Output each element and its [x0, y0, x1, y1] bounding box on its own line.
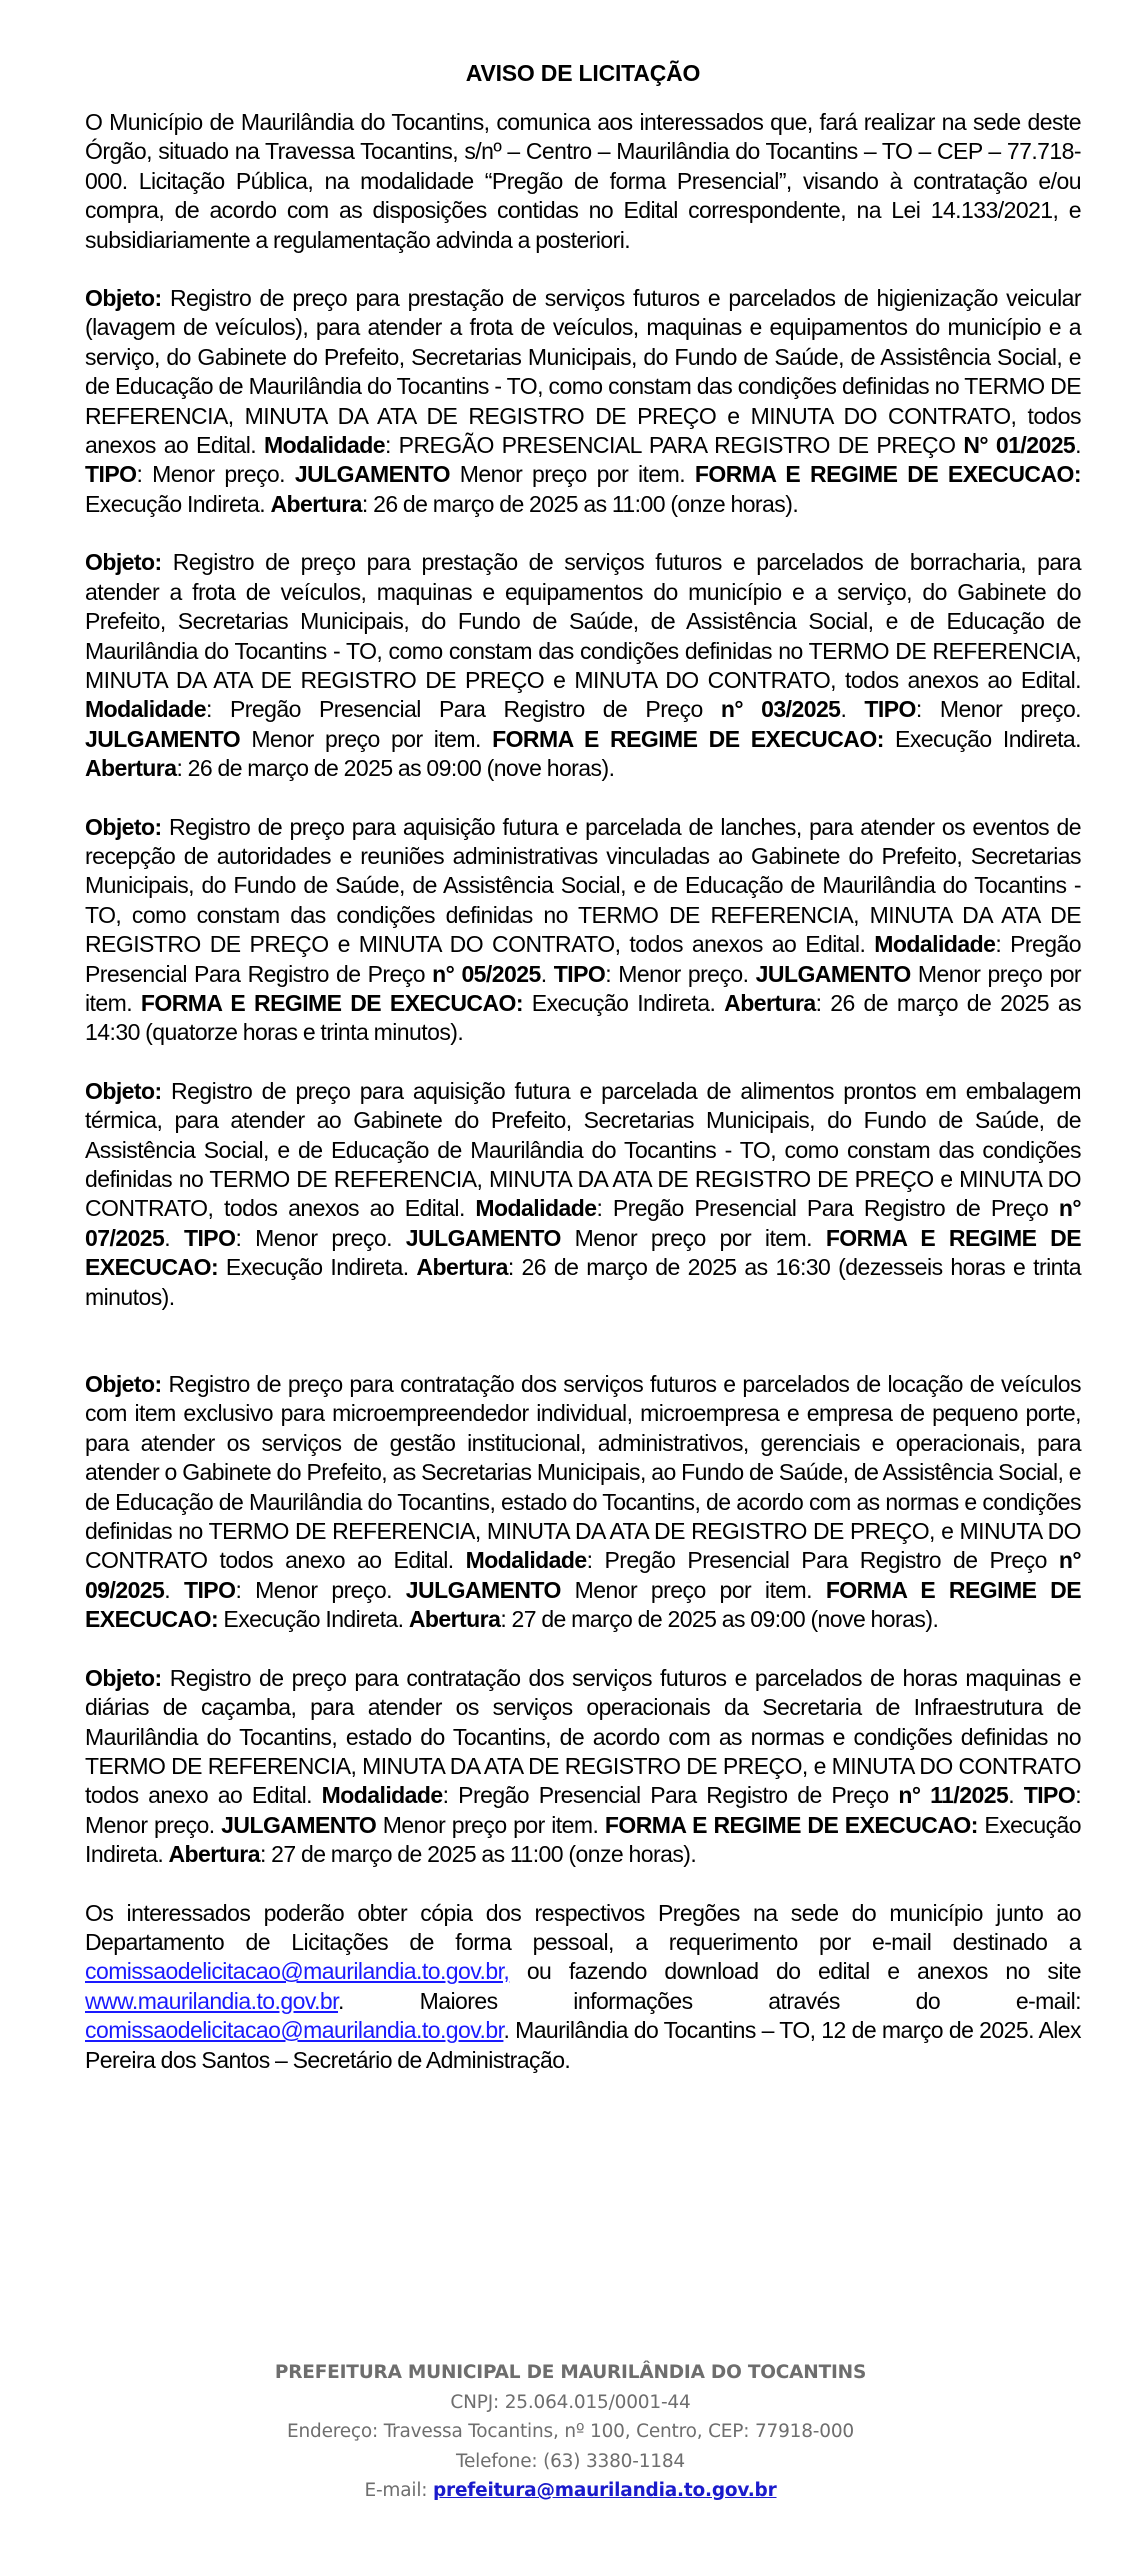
notice-page [85, 58, 1081, 2104]
tender-item: Objeto: Registro de preço para prestação de serviços futuros e parcelados de borracharia, para atender a frota de veículos, maquinas e equipamentos do município e a serviço, do Gabinete do Prefeito, Secretarias Municipais, do Fundo de Saúde, de Assistência Social, e de Educação de Maurilândia do Tocantins - TO, como constam das condições definidas no TERMO DE REFERENCIA, MINUTA DA ATA DE REGISTRO DE PREÇO e MINUTA DO CONTRATO, todos anexos ao Edital. Modalidade: Pregão Presencial Para Registro de Preço n° 03/2025. TIPO: Menor preço. JULGAMENTO Menor preço por item. FORMA E REGIME DE EXECUCAO: Execução Indireta. Abertura: 26 de março de 2025 as 09:00 (nove horas). [85, 549, 1082, 782]
tender-item: Objeto: Registro de preço para aquisição futura e parcelada de lanches, para atender os eventos de recepção de autoridades e reuniões administrativas vinculadas ao Gabinete do Prefeito, Secretarias Municipais, do Fundo de Saúde, de Assistência Social, e de Educação de Maurilândia do Tocantins - TO, como constam das condições definidas no TERMO DE REFERENCIA, MINUTA DA ATA DE REGISTRO DE PREÇO e MINUTA DO CONTRATO, todos anexos ao Edital. Modalidade: Pregão Presencial Para Registro de Preço n° 05/2025. TIPO: Menor preço. JULGAMENTO Menor preço por item. FORMA E REGIME DE EXECUCAO: Execução Indireta. Abertura: 26 de março de 2025 as 14:30 (quatorze horas e trinta minutos). [85, 813, 1082, 1046]
objeto-text: Registro de preço para aquisição futura e parcelada de lanches, para atender os eventos de recepção de autoridades e reuniões administrativas vinculadas ao Gabinete do Prefeito, Secretarias Municipais, do Fundo de Saúde, de Assistência Social, e de Educação de Maurilândia do Tocantins - TO, como constam das condições definidas no TERMO DE REFERENCIA, MINUTA DA ATA DE REGISTRO DE PREÇO e MINUTA DO CONTRATO, todos anexos ao Edital. [85, 813, 1081, 958]
julgamento-label: JULGAMENTO [405, 1224, 561, 1251]
julgamento-label: JULGAMENTO [85, 725, 241, 752]
objeto-label: Objeto: [85, 1371, 162, 1398]
footer-email-line [0, 2476, 1141, 2506]
abertura-label: Abertura [416, 1254, 508, 1281]
intro-paragraph: O Município de Maurilândia do Tocantins, comunica aos interessados que, fará realizar na sede deste Órgão, situado na Travessa Tocantins, s/nº – Centro – Maurilândia do Tocantins – TO – CEP – 77.718-000. Licitação Pública, na modalidade “Pregão de forma Presencial”, visando à contratação e/ou compra, de acordo com as disposições contidas no Edital correspondente, na Lei 14.133/2021, e subsidiariamente a regulamentação advinda a posteriori. [85, 109, 1081, 253]
tender-item: Objeto: Registro de preço para prestação de serviços futuros e parcelados de higienização veicular (lavagem de veículos), para atender a frota de veículos, maquinas e equipamentos do município e a serviço, do Gabinete do Prefeito, Secretarias Municipais, do Fundo de Saúde, de Assistência Social, e de Educação de Maurilândia do Tocantins - TO, como constam das condições definidas no TERMO DE REFERENCIA, MINUTA DA ATA DE REGISTRO DE PREÇO e MINUTA DO CONTRATO, todos anexos ao Edital. Modalidade: PREGÃO PRESENCIAL PARA REGISTRO DE PREÇO N° 01/2025. TIPO: Menor preço. JULGAMENTO Menor preço por item. FORMA E REGIME DE EXECUCAO: Execução Indireta. Abertura: 26 de março de 2025 as 11:00 (onze horas). [85, 285, 1082, 517]
tipo-label: TIPO [553, 960, 606, 987]
abertura-label: Abertura [270, 490, 362, 517]
footer-phone: Telefone: (63) 3380-1184 [455, 2450, 685, 2472]
abertura-text: : 27 de março de 2025 as 09:00 (nove horas). [500, 1606, 939, 1633]
julgamento-label: JULGAMENTO [294, 461, 450, 488]
closing-text-1: Os interessados poderão obter cópia dos respectivos Pregões na sede do município junto ao Departamento de Licitações de forma pessoal, a requerimento por e-mail destinado a [85, 1899, 1081, 1955]
footer-address: Endereço: Travessa Tocantins, nº 100, Centro, CEP: 77918-000 [287, 2421, 854, 2442]
tipo-text: : Menor preço. [915, 696, 1082, 723]
julgamento-text: Menor preço por item. [382, 1811, 599, 1838]
tipo-label: TIPO [183, 1576, 236, 1603]
modalidade-text: : Pregão Presencial Para Registro de Preço [586, 1547, 1047, 1574]
modalidade-text: : Pregão Presencial Para Registro de Preço [442, 1782, 889, 1809]
modalidade-label: Modalidade [465, 1547, 587, 1574]
footer-email-link[interactable]: prefeitura@maurilandia.to.gov.br [432, 2480, 777, 2501]
closing-paragraph [85, 1899, 1081, 2075]
modalidade-text: : Pregão Presencial Para Registro de Preço [85, 931, 1082, 987]
forma-label: FORMA E REGIME DE EXECUCAO: [492, 725, 884, 752]
forma-label: FORMA E REGIME DE EXECUCAO: [604, 1811, 978, 1838]
forma-text: Execução Indireta. [85, 490, 266, 517]
forma-label: FORMA E REGIME DE EXECUCAO: [140, 989, 523, 1016]
objeto-text: Registro de preço para prestação de serviços futuros e parcelados de borracharia, para atender a frota de veículos, maquinas e equipamentos do município e a serviço, do Gabinete do Prefeito, Secretarias Municipais, do Fundo de Saúde, de Assistência Social, e de Educação de Maurilândia do Tocantins - TO, como constam das condições definidas no TERMO DE REFERENCIA, MINUTA DA ATA DE REGISTRO DE PREÇO e MINUTA DO CONTRATO, todos anexos ao Edital. [85, 549, 1081, 693]
modalidade-label: Modalidade [321, 1782, 443, 1809]
forma-text: Execução Indireta. [225, 1254, 409, 1281]
commission-email-link[interactable]: comissaodelicitacao@maurilandia.to.gov.br, [85, 1958, 510, 1985]
forma-label: FORMA E REGIME DE EXECUCAO: [85, 1224, 1082, 1281]
objeto-label: Objeto: [85, 549, 162, 576]
objeto-text: Registro de preço para contratação dos serviços futuros e parcelados de horas maquinas e diárias de caçamba, para atender os serviços operacionais da Secretaria de Infraestrutura de Maurilândia do Tocantins, estado do Tocantins, de acordo com as normas e condições definidas no TERMO DE REFERENCIA, MINUTA DA ATA DE REGISTRO DE PREÇO, e MINUTA DO CONTRATO todos anexo ao Edital. [85, 1664, 1081, 1809]
julgamento-label: JULGAMENTO [221, 1811, 377, 1838]
objeto-label: Objeto: [85, 1077, 162, 1104]
tender-item: Objeto: Registro de preço para contratação dos serviços futuros e parcelados de horas maquinas e diárias de caçamba, para atender os serviços operacionais da Secretaria de Infraestrutura de Maurilândia do Tocantins, estado do Tocantins, de acordo com as normas e condições definidas no TERMO DE REFERENCIA, MINUTA DA ATA DE REGISTRO DE PREÇO, e MINUTA DO CONTRATO todos anexo ao Edital. Modalidade: Pregão Presencial Para Registro de Preço n° 11/2025. TIPO: Menor preço. JULGAMENTO Menor preço por item. FORMA E REGIME DE EXECUCAO: Execução Indireta. Abertura: 27 de março de 2025 as 11:00 (onze horas). [85, 1664, 1082, 1868]
tipo-text: : Menor preço. [235, 1576, 392, 1603]
modalidade-text: : Pregão Presencial Para Registro de Preço [206, 696, 703, 723]
tender-number: n° 05/2025 [432, 960, 541, 987]
tipo-text: : Menor preço. [136, 461, 286, 488]
forma-text: Execução Indireta. [531, 989, 716, 1016]
tipo-label: TIPO [1023, 1782, 1076, 1809]
objeto-text: Registro de preço para prestação de serviços futuros e parcelados de higienização veicular (lavagem de veículos), para atender a frota de veículos, maquinas e equipamentos do município e a serviço, do Gabinete do Prefeito, Secretarias Municipais, do Fundo de Saúde, de Assistência Social, e de Educação de Maurilândia do Tocantins - TO, como constam das condições definidas no TERMO DE REFERENCIA, MINUTA DA ATA DE REGISTRO DE PREÇO e MINUTA DO CONTRATO, todos anexos ao Edital. [85, 285, 1082, 459]
julgamento-text: Menor preço por item. [85, 960, 1082, 1016]
objeto-label: Objeto: [85, 285, 162, 312]
modalidade-label: Modalidade [263, 432, 385, 459]
abertura-text: : 26 de março de 2025 as 14:30 (quatorze horas e trinta minutos). [85, 989, 1082, 1046]
modalidade-label: Modalidade [874, 931, 996, 958]
tender-number: n° 09/2025 [85, 1547, 1082, 1603]
closing-text-2: ou fazendo download do edital e anexos no site [509, 1958, 1081, 1985]
julgamento-label: JULGAMENTO [405, 1576, 561, 1603]
tender-number: n° 11/2025 [898, 1782, 1009, 1809]
closing-text-4: . Maurilândia do Tocantins – TO, 12 de março de 2025. Alex Pereira dos Santos – Secretário de Administração. [85, 2017, 1081, 2073]
julgamento-label: JULGAMENTO [755, 960, 911, 987]
tipo-label: TIPO [183, 1224, 236, 1251]
tender-item: Objeto: Registro de preço para aquisição futura e parcelada de alimentos prontos em embalagem térmica, para atender ao Gabinete do Prefeito, Secretarias Municipais, do Fundo de Saúde, de Assistência Social, e de Educação de Maurilândia do Tocantins - TO, como constam das condições definidas no TERMO DE REFERENCIA, MINUTA DA ATA DE REGISTRO DE PREÇO e MINUTA DO CONTRATO, todos anexos ao Edital. Modalidade: Pregão Presencial Para Registro de Preço n° 07/2025. TIPO: Menor preço. JULGAMENTO Menor preço por item. FORMA E REGIME DE EXECUCAO: Execução Indireta. Abertura: 26 de março de 2025 as 16:30 (dezesseis horas e trinta minutos). [85, 1077, 1082, 1310]
objeto-label: Objeto: [85, 1664, 162, 1691]
footer-cnpj: CNPJ: 25.064.015/0001-44 [450, 2391, 691, 2413]
page-footer [0, 2358, 1141, 2506]
abertura-label: Abertura [168, 1841, 260, 1868]
forma-label: FORMA E REGIME DE EXECUCAO: [85, 1576, 1082, 1633]
tipo-label: TIPO [85, 461, 137, 488]
tipo-text: : Menor preço. [85, 1782, 1082, 1838]
abertura-label: Abertura [85, 755, 177, 782]
abertura-label: Abertura [724, 989, 816, 1016]
julgamento-text: Menor preço por item. [574, 1576, 812, 1603]
tipo-text: : Menor preço. [605, 960, 749, 987]
forma-text: Execução Indireta. [223, 1606, 404, 1633]
tipo-label: TIPO [864, 696, 916, 723]
modalidade-text: : PREGÃO PRESENCIAL PARA REGISTRO DE PREÇO [385, 432, 956, 459]
abertura-text: : 26 de março de 2025 as 09:00 (nove horas). [176, 755, 615, 782]
julgamento-text: Menor preço por item. [459, 461, 686, 488]
closing-text-3: . Maiores informações através do e-mail: [338, 1987, 1081, 2014]
modalidade-text: : Pregão Presencial Para Registro de Preço [596, 1195, 1049, 1222]
abertura-text: : 26 de março de 2025 as 16:30 (dezesseis horas e trinta minutos). [85, 1254, 1081, 1310]
website-link[interactable]: www.maurilandia.to.gov.br [85, 1987, 339, 2014]
julgamento-text: Menor preço por item. [574, 1224, 812, 1251]
objeto-text: Registro de preço para aquisição futura e parcelada de alimentos prontos em embalagem térmica, para atender ao Gabinete do Prefeito, Secretarias Municipais, do Fundo de Saúde, de Assistência Social, e de Educação de Maurilândia do Tocantins - TO, como constam das condições definidas no TERMO DE REFERENCIA, MINUTA DA ATA DE REGISTRO DE PREÇO e MINUTA DO CONTRATO, todos anexos ao Edital. [85, 1077, 1081, 1222]
objeto-text: Registro de preço para contratação dos serviços futuros e parcelados de locação de veículos com item exclusivo para microempreendedor individual, microempresa e empresa de pequeno porte, para atender os serviços de gestão institucional, administrativos, gerenciais e operacionais, para atender o Gabinete do Prefeito, as Secretarias Municipais, ao Fundo de Saúde, de Assistência Social, e de Educação de Maurilândia do Tocantins, estado do Tocantins, de acordo com as normas e condições definidas no TERMO DE REFERENCIA, MINUTA DA ATA DE REGISTRO DE PREÇO, e MINUTA DO CONTRATO todos anexo ao Edital. [85, 1371, 1082, 1574]
modalidade-label: Modalidade [475, 1195, 597, 1222]
notice-title: AVISO DE LICITAÇÃO [465, 60, 701, 86]
abertura-text: : 27 de março de 2025 as 11:00 (onze horas). [259, 1841, 697, 1868]
footer-org-name: PREFEITURA MUNICIPAL DE MAURILÂNDIA DO TOCANTINS [274, 2362, 867, 2383]
forma-text: Execução Indireta. [85, 1811, 1082, 1868]
objeto-label: Objeto: [85, 813, 162, 840]
abertura-text: : 26 de março de 2025 as 11:00 (onze horas). [361, 490, 799, 517]
tender-number: N° 01/2025 [963, 432, 1076, 459]
abertura-label: Abertura [408, 1606, 501, 1633]
tender-item: Objeto: Registro de preço para contratação dos serviços futuros e parcelados de locação de veículos com item exclusivo para microempreendedor individual, microempresa e empresa de pequeno porte, para atender os serviços de gestão institucional, administrativos, gerenciais e operacionais, para atender o Gabinete do Prefeito, as Secretarias Municipais, ao Fundo de Saúde, de Assistência Social, e de Educação de Maurilândia do Tocantins, estado do Tocantins, de acordo com as normas e condições definidas no TERMO DE REFERENCIA, MINUTA DA ATA DE REGISTRO DE PREÇO, e MINUTA DO CONTRATO todos anexo ao Edital. Modalidade: Pregão Presencial Para Registro de Preço n° 09/2025. TIPO: Menor preço. JULGAMENTO Menor preço por item. FORMA E REGIME DE EXECUCAO: Execução Indireta. Abertura: 27 de março de 2025 as 09:00 (nove horas). [85, 1371, 1082, 1633]
tipo-text: : Menor preço. [235, 1224, 392, 1251]
modalidade-label: Modalidade [85, 696, 207, 723]
tender-number: n° 03/2025 [720, 696, 841, 723]
info-email-link[interactable]: comissaodelicitacao@maurilandia.to.gov.br [85, 2017, 504, 2044]
footer-email-label: E-mail: [364, 2480, 433, 2501]
julgamento-text: Menor preço por item. [251, 725, 481, 752]
forma-label: FORMA E REGIME DE EXECUCAO: [694, 461, 1081, 488]
tender-number: n° 07/2025 [85, 1195, 1081, 1251]
forma-text: Execução Indireta. [895, 725, 1082, 752]
tender-items [85, 284, 1081, 1870]
